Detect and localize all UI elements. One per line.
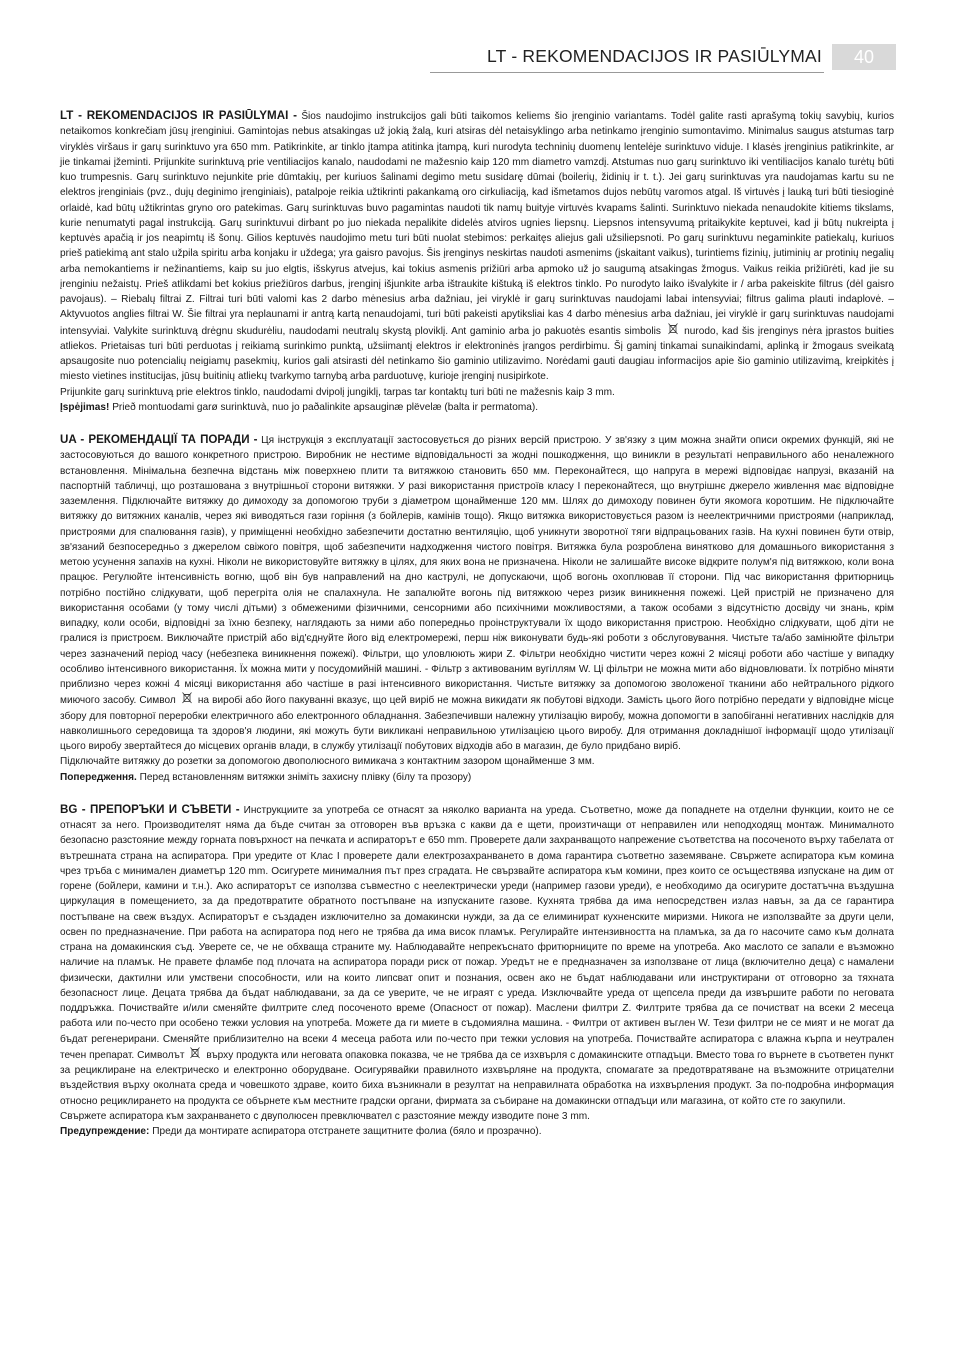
lt-warning xyxy=(60,400,894,415)
header-title: LT - REKOMENDACIJOS IR PASIŪLYMAI xyxy=(487,46,822,66)
ua-body xyxy=(60,432,894,754)
weee-bin-icon xyxy=(190,1047,200,1059)
ua-text-a: Ця інструкція з експлуатації застосовується до різних версій пристрою. У зв'язку з цим можна знайти описи окремих функцій, які не застосовуються до вашого конкретного пристрою. Виробник не нестиме відповідальності за жодні пошкодження, що виникли в результаті неправильного або неналежного встановлення. Мінімальна безпечна відстань між поверхнею плити та витяжкою становить 650 мм. Переконайтеся, що напруга в мережі відповідає напрузі, вказаній на паспортній табличці, що розташована з внутрішньої сторони витяжки. У разі використання пристроїв класу І переконайтеся, що внутрішнє джерело живлення має відповідне заземлення. Підключайте витяжку до димоходу за допомогою труби з діаметром щонайменше 120 мм. Шлях до димоходу повинен бути якомога коротшим. Не підключайте витяжку до витяжних каналів, через які виводяться гази горіння (з бойлерів, камінів тощо). Якщо витяжка використовується разом із неелектричними пристроями (наприклад, пристроями для спалювання газів), у приміщенні необхідно забезпечити достатню вентиляцію, щоб уникнути зворотної тяги відпрацьованих газів. На кухні повинен бути отвір, зв'язаний безпосередньо з джерелом свіжого повітря, щоб забезпечити надходження чистого повітря. Витяжка була розроблена винятково для домашнього використання з метою усунення запахів на кухні. Ніколи не використовуйте витяжку в цілях, для яких вона не призначена. Ніколи не залишайте високе відкрите полум'я під витяжкою, коли вона працює. Регулюйте інтенсивність вогню, щоб він був направлений на дно каструлі, не допускаючи, щоб вогонь охоплював її сторони. Під час використання фритюрниць потрібно постійно слідкувати, щоб перегріта олія не спалахнула. Не запалюйте вогонь під витяжкою через ризик виникнення пожежі. Цей пристрій не призначено для використання особами (у тому числі дітьми) з обмеженими фізичними, сенсорними або психічними можливостями, а також особами з відсутністю досвіду чи знань, крім випадку, коли особи, відповідні за їхню безпеку, наглядають за ними або попередньо проінструктували їх щодо використання пристрою. Необхідно слідкувати, щоб діти не гралися із пристроєм. Виключайте пристрій або від'єднуйте його від електромережі, перш ніж виконувати будь-які роботи з обслуговування. Чистьте та/або замінюйте фільтри через зазначений період часу (небезпека виникнення пожежі). Фільтри, що уловлюють жири Z. Фільтри необхідно чистити через кожні 2 місяці роботи або частіше у випадку особливо інтенсивного використання. Їх можна мити у посудомийній машині. - Фільтр з активованим вугіллям W. Ці фільтри не можна мити або відновлювати. Їх потрібно міняти приблизно через кожні 4 місяці використання або частіше в разі інтенсивного використання. Чистьте витяжку за допомогою зволоженої тканини або нейтрального рідкого миючого засобу. Символ xyxy=(60,435,894,707)
weee-bin-icon xyxy=(182,692,192,704)
bg-connect: Свържете аспиратора към захранването с двуполюсен превключвател с разстояние между изводите поне 3 mm. xyxy=(60,1110,590,1122)
bg-body xyxy=(60,802,894,1109)
lt-connect: Prijunkite garų surinktuvą prie elektros tinklo, naudodami dvipolį jungiklį, tarpas tar kontaktų turi būti ne mažesnis kaip 3 mm. xyxy=(60,386,615,398)
weee-bin-icon xyxy=(668,323,678,335)
lt-text-a: Šios naudojimo instrukcijos gali būti taikomos keliems šio įrenginio variantams. Todėl galite rasti aprašymą tokių savybių, kurios netaikomos konkrečiam jūsų įrenginiui. Gamintojas nebus atsakingas už jokią žalą, kuri atsiras dėl netaisyklingo arba netinkamo įrenginio sumontavimo. Minimalus saugus atstumas tarp viryklės viršaus ir garų surinktuvo yra 650 mm. Patikrinkite, ar tinklo įtampa atitinka įtampą, kuri nurodyta techninių duomenų lentelėje surinktuvo viduje. I klasės įrenginius patikrinkite, ar jie tinkamai įžeminti. Prijunkite surinktuvą prie ventiliacijos kanalo, naudodami ne mažesnio kaip 120 mm diametro vamzdį. Atstumas nuo garų surinktuvo iki ventiliacijos kanalo turėtų būti kuo trumpesnis. Garų surinktuvo nejunkite prie dūmtakių, per kuriuos šalinami degimo metu susidarę dūmai (boilerių, židinių ir t. t.). Jei garų surinktuvas yra naudojamas kartu su ne elektros įrenginiais (pvz., dujų deginimo įrenginiais), patalpoje reikia užtikrinti pakankamą oro cirkuliaciją, kad išmetamos dujos nebūtų varomos atgal. Iš virtuvės į lauką turi būti tiesioginė orlaidė, kad būtų užtikrintas gryno oro patekimas. Garų surinktuvas buvo pagamintas naudoti tik namų buityje virtuvės kvapams šalinti. Surinktuvo niekada nenaudokite kitiems tikslams, kurie nenumatyti pagal instrukciją. Garų surinktuvui dirbant po juo niekada nepalikite didelės atviros ugnies liepsnų. Liepsnos intensyvumą pritaikykite keptuvei, kad ji būtų nukreipta į keptuvės apačią ir jos neapimtų iš šonų. Gilios keptuvės naudojimo metu turi būti nuolat stebimos: perkaitęs aliejus gali užsiliepsnoti. Po garų surinktuvu negaminkite patiekalų, kuriuos prieš patiekimą ant stalo užpila spiritu arba konjaku ir uždega; yra gaisro pavojus. Šis įrenginys neskirtas naudoti asmenims (įskaitant vaikus), turintiems fizinių, jutiminių ar protinių negalių arba nemokantiems ir nežinantiems, kaip su juo elgtis, išskyrus atvejus, kai tokius asmenis prižiūri arba apmoko už jo saugumą atsakingas žmogus. Vaikus reikia prižiūrėti, kad jie su įrenginiu nežaistų. Prieš atlikdami bet kokius priežiūros darbus, įrenginį išjunkite arba ištraukite kištuką iš elektros tinklo. Po nurodyto laiko išvalykite ir / arba pakeiskite filtrus (dėl gaisro pavojaus). – Riebalų filtrai Z. Filtrai turi būti valomi kas 2 darbo mėnesius arba dažniau, jei viryklė ir garų surinktuvas naudojami labai intensyviai; filtrus galima plauti indaplovė. – Aktyvuotos anglies filtrai W. Šie filtrai yra neplaunami ir antrą kartą nenaudojami, turi būti pakeisti apytiksliai kas 4 darbo mėnesius arba dažniau, jei viryklė ir garų surinktuvas naudojami intensyviai. Valykite surinktuvą drėgnu skudurėliu, naudodami neutralų skystą ploviklį. Ant gaminio arba jo pakuotės esantis simbolis xyxy=(60,111,894,337)
ua-warning xyxy=(60,770,894,785)
lt-warning-text: Prieð montuodami garø surinktuvà, nuo jo paðalinkite apsauginæ plëvelæ (balta ir permatoma). xyxy=(112,401,539,413)
bg-heading: BG - ПРЕПОРЪКИ И СЪВЕТИ - xyxy=(60,802,240,816)
lt-heading: LT - REKOMENDACIJOS IR PASIŪLYMAI - xyxy=(60,109,297,122)
ua-heading: UA - РЕКОМЕНДАЦІЇ ТА ПОРАДИ - xyxy=(60,433,258,446)
section-lt xyxy=(60,108,894,415)
bg-warning-label: Предупреждение: xyxy=(60,1126,150,1137)
ua-warning-text: Перед встановленням витяжки зніміть захисну плівку (білу та прозору) xyxy=(139,771,472,783)
lt-text-b: nurodo, kad šis įrenginys nėra įprastos buities atliekos. Prietaisas turi būti perduotas į reikiamą surinkimo punktą, užsiimantį elektros ir elektroninės įrangos perdirbimu. Šį gaminį tinkamai sunaikindami, aplinką ir žmogaus sveikatą apsaugosite nuo potencialių neigiamų pasekmių, kurios gali atsirasti dėl netinkamo šio gaminio utilizavimo. Norėdami gauti daugiau informacijos apie šio gaminio utilizavimą, kreipkitės į miesto vietines institucijas, jūsų buitinių atliekų tvarkymo tarnybą arba parduotuvę, kurioje įrenginį nusipirkote. xyxy=(60,325,894,383)
bg-warning-text: Преди да монтирате аспиратора отстранете защитните фолиа (бяло и прозрачно). xyxy=(152,1126,542,1137)
ua-warning-label: Попередження. xyxy=(60,771,137,783)
bg-text-a: Инструкциите за употреба се отнасят за няколко варианта на уреда. Съответно, може да попаднете на отделни функции, които не се отнасят за него. Производителят няма да бъде считан за отговорен във връзка с какви да е щети, произтичащи от неправилен или неподходящ монтаж. Минималното безопасно разстояние между горната повърхност на печката и аспираторът е 650 mm. Проверете дали захранващото напрежение съответства на посоченото върху табелата от вътрешната страна на аспиратора. При уредите от Клас I проверете дали електрозахранването в дома гарантира съответно заземяване. Свържете аспиратора към комина чрез тръба с минимален диаметър 120 mm. Осигурете минималния път през сградата. Не свързвайте аспиратора към комини, през които се осъществява изпускане на дим от горене (бойлери, камини и т.н.). Ако аспираторът се използва съвместно с неелектрически уреди (например газови уреди), е необходимо да осигурите достатъчна въздушна циркулация в помещението, за да предотвратите обратното постъпване на изпусканите газове. Кухнята трябва да има непосредствен излаз навън, за да се гарантира постъпване на свеж въздух. Аспираторът е създаден изключително за домакински нужди, за да се елиминират кухненските миризми. Никога не използвайте за други цели, освен по предназначение. При работа на аспиратора под него не трябва да има висок пламък. Регулирайте интензивността на пламъка, за да го насочите само към долната страна на домакинския съд. Уверете се, че не обхваща страните му. Наблюдавайте непрекъснато фритюрниците по време на употреба. Ако маслото се запали е възможно наличие на пламък. Не правете фламбе под плочата на аспиратора поради риск от пожар. Уредът не е предназначен за използване от лица (включително деца) с намалени физически, дактилни или умствени способности, или на които липсват опит и познания, освен ако не бъдат наблюдавани или инструктирани от отговорно за тяхната безопасност лице. Децата трябва да бъдат наблюдавани, за да се уверите, че не играят с уреда. Изключвайте уреда от щепсела преди да извършите работи по неговата поддръжка. Почиствайте и/или сменяйте филтрите след посоченото време (Опасност от пожар). Маслени филтри Z. Филтрите трябва да се почистват на всеки 2 месеца работа или по-често при особено тежки условия на употреба. Можете да ги миете в съдомиялна машина. - Филтри от активен въглен W. Тези филтри не се мият и не могат да бъдат регенерирани. Сменяйте приблизително на всеки 4 месеца работа или по-често при тежки условия на употреба. Почиствайте аспиратора с влажна кърпа и неутрален течен препарат. Символът xyxy=(60,804,894,1061)
header-rule xyxy=(430,72,824,73)
page-content xyxy=(60,108,894,1156)
ua-text-b: на виробі або його пакуванні вказує, що цей виріб не можна викидати як побутові відходи. Замість цього його потрібно передати у відповідне місце збору для повторної переробки електричного або електронного обладнання. Забезпечивши належну утилізацію виробу, можна допомогти в запобіганні негативних наслідків для навколишнього середовища та здоров'я людини, які можуть бути викликані неправильною утилізацією цього виробу. Для отримання докладнішої інформації щодо утилізації цього виробу звертайтеся до місцевих органів влади, в службу утилізації побутових відходів або в магазин, де було придбано виріб. xyxy=(60,695,894,752)
lt-warning-label: Įspėjimas! xyxy=(60,401,110,413)
lt-body xyxy=(60,108,894,385)
section-bg xyxy=(60,802,894,1140)
page-number: 40 xyxy=(832,44,896,70)
bg-text-b: върху продукта или неговата опаковка показва, че не трябва да се изхвърля с домакинските отпадъци. Вместо това го върнете в съответен пункт за рециклиране на електрическо и електронно оборудване. Осигурявайки правилното изхвърляне на продукта, спомагате за предотвратяване на възможните отрицателни въздействия върху околната среда и човешкото здраве, които биха възникнали в резултат на неправилната обработка на изхвърления продукт. За по-подробна информация относно рециклирането на продукта се обърнете към местните градски органи, фирмата за събиране на домакински отпадъци или магазина, от който сте го закупили. xyxy=(60,1049,895,1107)
ua-connect: Підключайте витяжку до розетки за допомогою двополюсного вимикача з контактним зазором щонайменше 3 мм. xyxy=(60,756,595,768)
section-ua xyxy=(60,432,894,785)
bg-warning xyxy=(60,1124,894,1139)
page-header xyxy=(430,44,896,70)
